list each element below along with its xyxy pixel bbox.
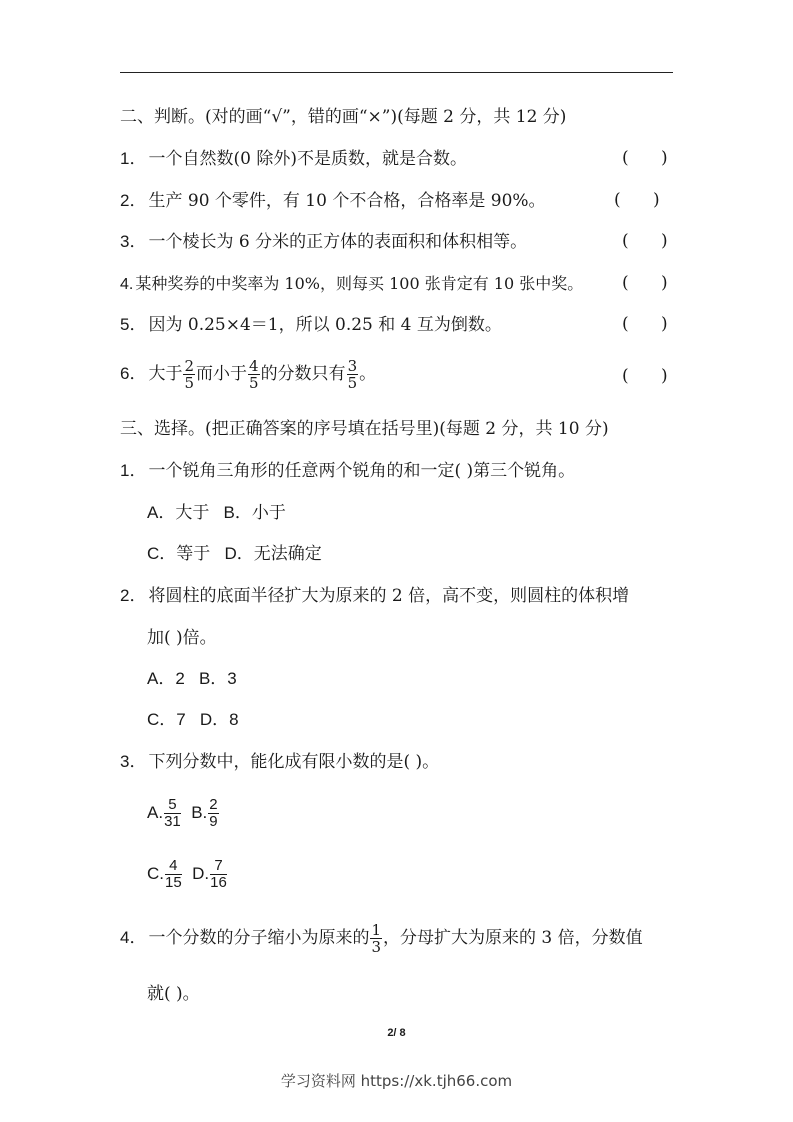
fraction	[165, 858, 182, 891]
option-c[interactable]: C．7	[147, 710, 186, 729]
numerator: 2	[209, 796, 218, 814]
options-row	[147, 668, 237, 690]
page-number: 2/ 8	[387, 1027, 406, 1039]
item-text: 一个棱长为 6 分米的正方体的表面积和体积相等。	[148, 232, 528, 252]
option-c[interactable]	[147, 857, 183, 892]
item-number: 1．	[120, 461, 147, 480]
question-text: ，分母扩大为原来的 3 倍，分数值	[383, 928, 643, 948]
choice-question-3	[120, 751, 439, 773]
item-number: 6．	[120, 364, 147, 383]
judge-item-6	[120, 356, 376, 392]
options-row	[147, 502, 286, 524]
options-row	[147, 795, 220, 831]
option-a[interactable]	[147, 796, 182, 831]
item-text: 大于	[148, 364, 183, 384]
choice-question-2	[120, 585, 629, 607]
option-d[interactable]: D．8	[199, 710, 239, 729]
question-text-cont: 就( )。	[147, 984, 200, 1004]
item-number: 3．	[120, 232, 147, 251]
item-text: 生产 90 个零件，有 10 个不合格，合格率是 90%。	[148, 191, 546, 211]
section3-heading: 三、选择。(把正确答案的序号填在括号里)(每题 2 分，共 10 分)	[120, 419, 609, 439]
option-label: B.	[191, 803, 208, 822]
option-label: D.	[192, 864, 210, 883]
choice-question-1	[120, 460, 575, 482]
denominator: 16	[210, 874, 227, 892]
choice-question-4	[120, 920, 643, 956]
numerator: 1	[371, 921, 382, 939]
numerator: 4	[165, 858, 182, 875]
fraction	[347, 358, 359, 391]
numerator: 7	[210, 858, 227, 875]
fraction	[183, 358, 195, 391]
answer-blank-1[interactable]: ( )	[622, 148, 668, 168]
question-text: 一个锐角三角形的任意两个锐角的和一定( )第三个锐角。	[148, 461, 576, 481]
option-b[interactable]	[191, 796, 219, 831]
item-text: 因为 0.25×4＝1，所以 0.25 和 4 互为倒数。	[148, 315, 502, 335]
options-row	[147, 709, 239, 731]
fraction	[370, 922, 382, 955]
option-label: C.	[147, 864, 164, 883]
judge-item-5	[120, 314, 502, 336]
item-number: 2．	[120, 191, 147, 210]
answer-blank-6[interactable]: ( )	[622, 366, 668, 386]
item-text: 。	[359, 364, 377, 384]
item-text: 的分数只有	[260, 364, 346, 384]
option-c[interactable]: C．等于	[147, 544, 211, 563]
item-text: 某种奖券的中奖率为 10%，则每买 100 张肯定有 10 张中奖。	[135, 274, 584, 293]
section2-heading: 二、判断。(对的画“√”，错的画“×”)(每题 2 分，共 12 分)	[120, 107, 567, 127]
options-row	[147, 856, 228, 892]
option-a[interactable]: A．大于	[147, 503, 210, 522]
item-text: 一个自然数(0 除外)不是质数，就是合数。	[148, 149, 467, 169]
item-number: 1．	[120, 149, 147, 168]
judge-item-2	[120, 190, 546, 212]
judge-item-1	[120, 148, 467, 170]
item-number: 4.	[120, 276, 134, 293]
options-row	[147, 543, 322, 565]
judge-item-4	[120, 273, 583, 296]
top-rule	[120, 72, 673, 73]
option-b[interactable]: B．小于	[223, 503, 286, 522]
denominator: 15	[165, 874, 182, 892]
item-text: 而小于	[196, 364, 248, 384]
numerator: 3	[347, 357, 358, 375]
question-text-cont: 加( )倍。	[147, 628, 217, 648]
option-d[interactable]	[192, 857, 228, 892]
item-number: 4．	[120, 928, 147, 947]
answer-blank-4[interactable]: ( )	[622, 273, 668, 293]
option-a[interactable]: A．2	[147, 669, 185, 688]
question-text: 将圆柱的底面半径扩大为原来的 2 倍，高不变，则圆柱的体积增	[148, 586, 630, 606]
item-number: 5．	[120, 315, 147, 334]
denominator: 3	[371, 938, 382, 956]
footer-watermark: 学习资料网 https://xk.tjh66.com	[280, 1072, 513, 1090]
option-b[interactable]: B．3	[198, 669, 237, 688]
denominator: 5	[347, 374, 358, 392]
item-number: 2．	[120, 586, 147, 605]
answer-blank-2[interactable]: ( )	[614, 190, 660, 210]
answer-blank-3[interactable]: ( )	[622, 231, 668, 251]
fraction	[208, 797, 218, 830]
numerator: 2	[184, 357, 195, 375]
option-label: A.	[147, 803, 164, 822]
denominator: 31	[164, 813, 181, 831]
numerator: 5	[164, 797, 181, 814]
question-text: 一个分数的分子缩小为原来的	[148, 928, 370, 948]
answer-blank-5[interactable]: ( )	[622, 314, 668, 334]
numerator: 4	[249, 357, 259, 375]
item-number: 3．	[120, 752, 147, 771]
option-d[interactable]: D．无法确定	[224, 544, 322, 563]
denominator: 9	[209, 813, 218, 831]
fraction	[248, 358, 260, 391]
fraction	[164, 797, 181, 830]
fraction	[210, 858, 227, 891]
denominator: 5	[249, 374, 259, 392]
question-text: 下列分数中，能化成有限小数的是( )。	[148, 752, 440, 772]
judge-item-3	[120, 231, 527, 253]
denominator: 5	[184, 374, 195, 392]
